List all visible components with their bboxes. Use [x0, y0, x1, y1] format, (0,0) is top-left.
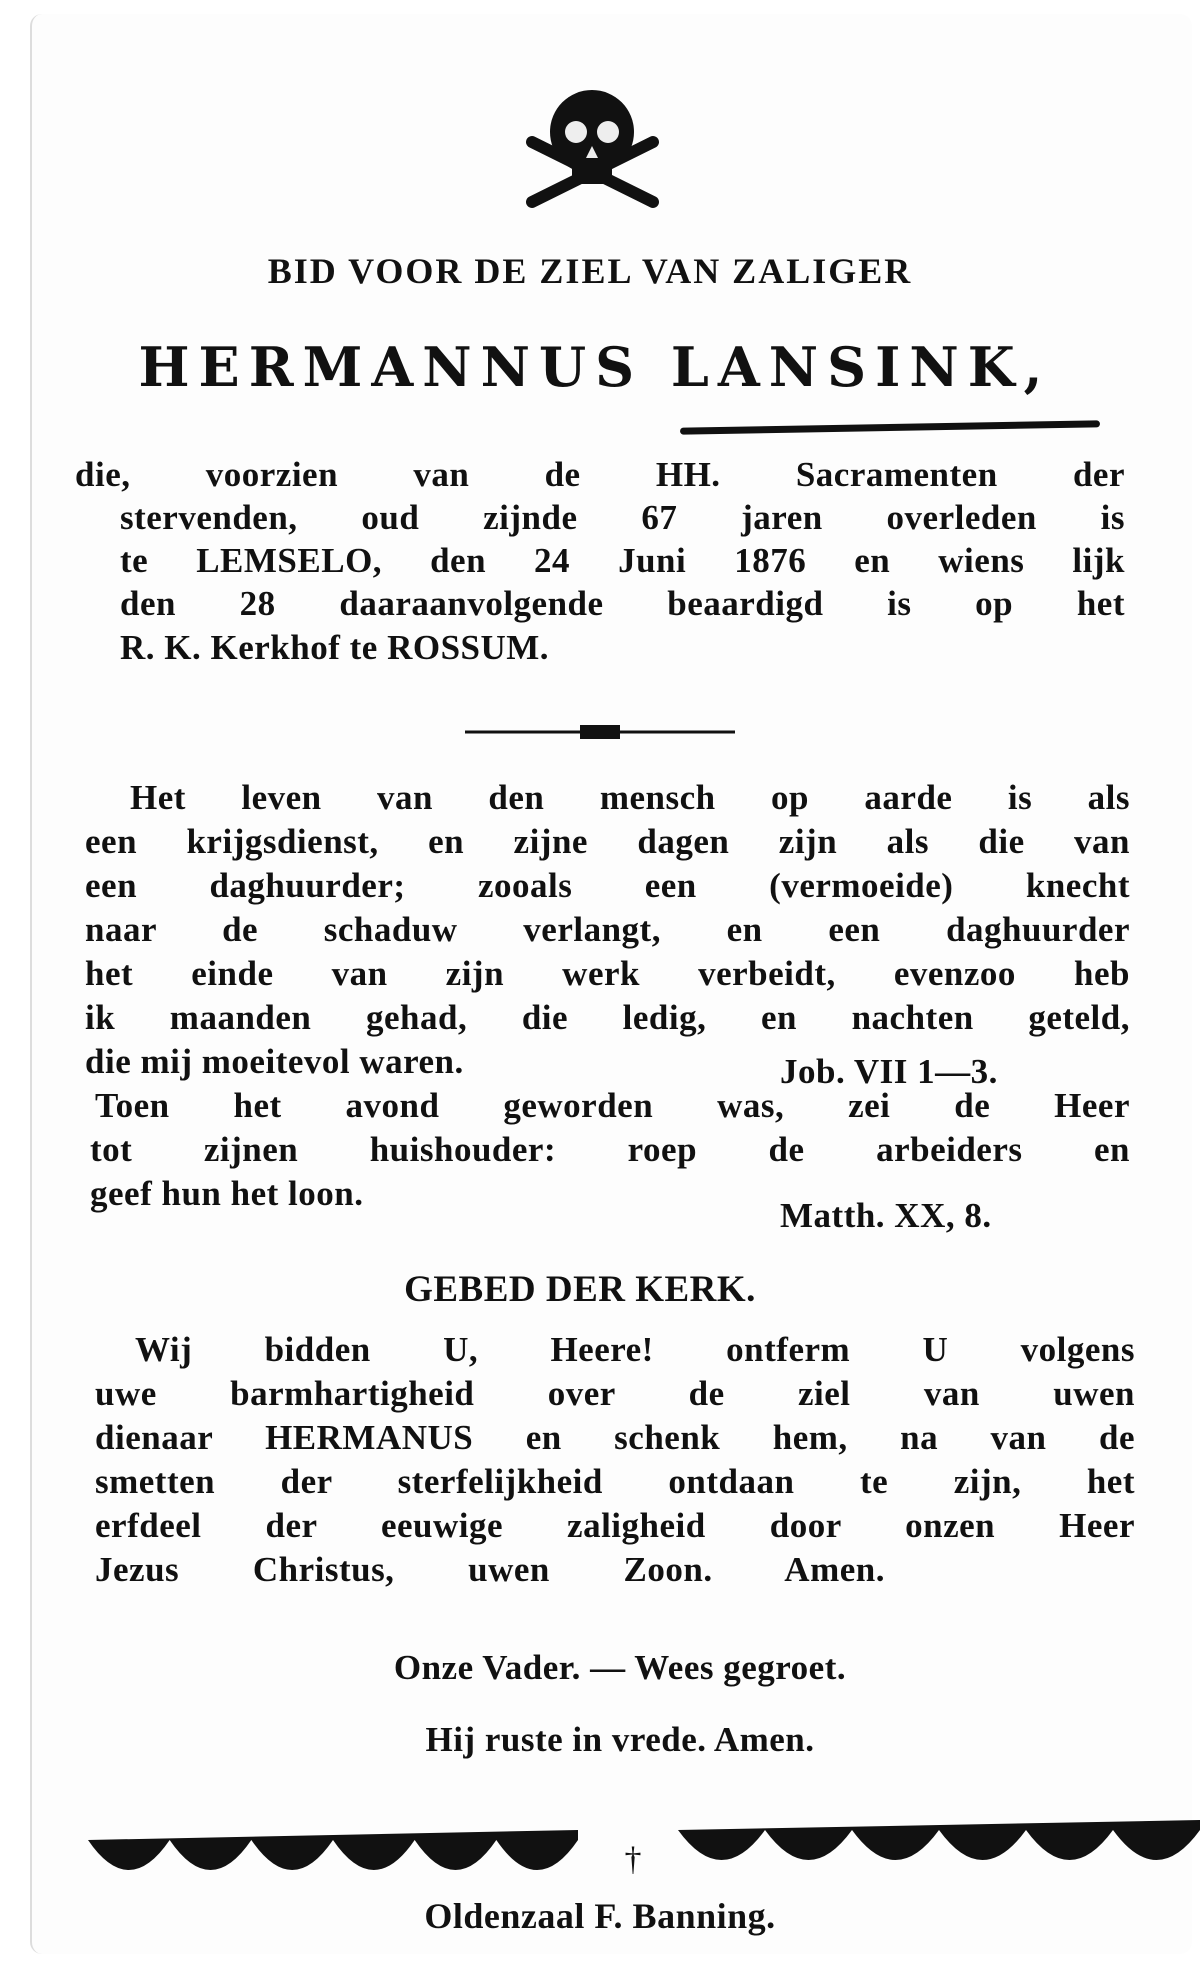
scripture-line: geef hun het loon.: [90, 1174, 364, 1213]
scripture-line: die mij moeitevol waren.: [85, 1042, 464, 1081]
prayer-line: uwe barmhartigheid over de ziel van uwen: [95, 1374, 1135, 1413]
prayer-line: Wij bidden U, Heere! ontferm U volgens: [135, 1330, 1135, 1369]
closing-prayers: Onze Vader. — Wees gegroet.: [393, 1648, 847, 1687]
prayer-line: erfdeel der eeuwige zaligheid door onzen Heer: [95, 1506, 1135, 1545]
scripture-line: een krijgsdienst, en zijne dagen zijn als die van: [85, 822, 1130, 861]
scripture-line: ik maanden gehad, die ledig, en nachten geteld,: [85, 998, 1130, 1037]
prayer-line: dienaar HERMANUS en schenk hem, na van de: [95, 1418, 1135, 1457]
notice-line: stervenden, oud zijnde 67 jaren overleden is: [120, 498, 1125, 537]
notice-line: den 28 daaraanvolgende beaardigd is op het: [120, 584, 1125, 623]
scallop-band: [88, 1830, 578, 1870]
scripture-line: een daghuurder; zooals een (vermoeide) knecht: [85, 866, 1130, 905]
prayer-line: smetten der sterfelijkheid ontdaan te zijn, het: [95, 1462, 1135, 1501]
divider-ornament: [465, 722, 735, 742]
scripture-line: naar de schaduw verlangt, en een daghuurder: [85, 910, 1130, 949]
cross-icon: †: [624, 1841, 642, 1878]
printer-imprint: Oldenzaal F. Banning.: [424, 1896, 776, 1936]
scripture-line: Het leven van den mensch op aarde is als: [130, 778, 1130, 817]
notice-line: te LEMSELO, den 24 Juni 1876 en wiens lijk: [120, 541, 1125, 580]
scripture-line: het einde van zijn werk verbeidt, evenzoo heb: [85, 954, 1130, 993]
prayer-title: GEBED DER KERK.: [404, 1269, 756, 1310]
matthew-reference: Matth. XX, 8.: [780, 1196, 992, 1235]
scripture-line: tot zijnen huishouder: roep de arbeiders en: [90, 1130, 1130, 1169]
skull-crossbones-icon: [520, 80, 665, 215]
deceased-name: HERMANNUS LANSINK,: [138, 335, 1052, 399]
notice-line: die, voorzien van de HH. Sacramenten der: [75, 455, 1125, 494]
notice-line: R. K. Kerkhof te ROSSUM.: [120, 628, 550, 667]
job-reference: Job. VII 1—3.: [780, 1052, 998, 1091]
rest-in-peace: Hij ruste in vrede. Amen.: [425, 1720, 815, 1759]
card-heading: BID VOOR DE ZIEL VAN ZALIGER: [267, 251, 913, 291]
prayer-line: Jezus Christus, uwen Zoon. Amen.: [95, 1550, 885, 1589]
scripture-line: Toen het avond geworden was, zei de Heer: [95, 1086, 1130, 1125]
scallop-band: [678, 1820, 1200, 1860]
scalloped-border: [88, 1820, 1200, 1900]
